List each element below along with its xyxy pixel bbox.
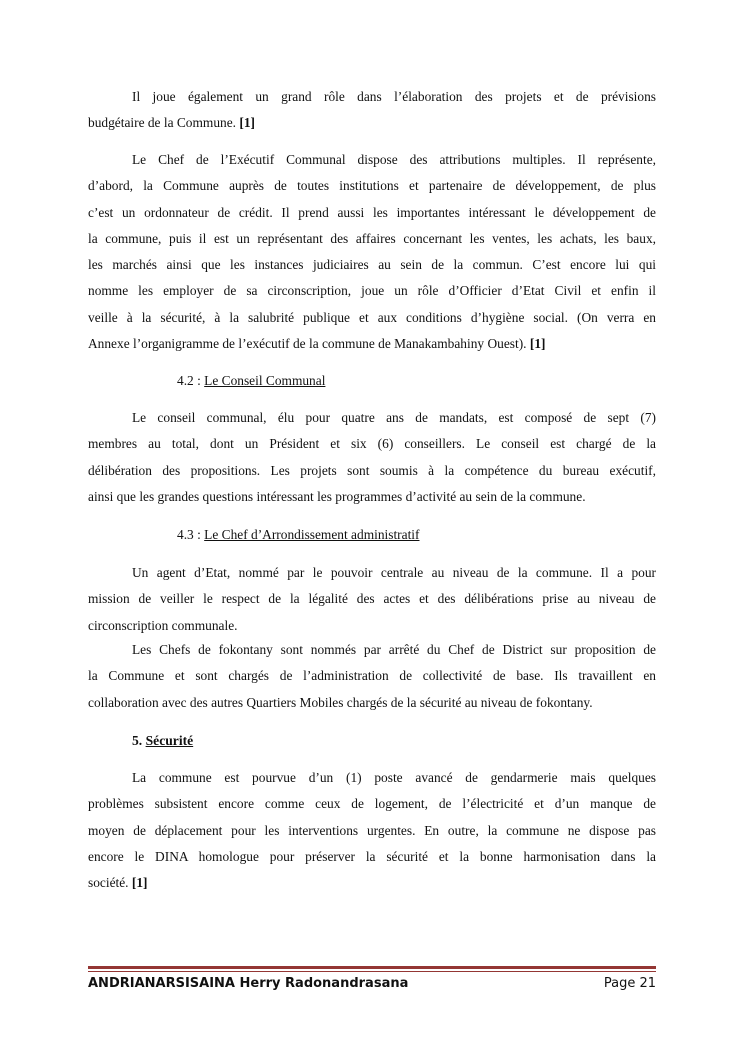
text-line: mission de veiller le respect de la légalité des actes et des délibérations prise au niveau de	[88, 591, 656, 607]
heading-number: 4.2 :	[177, 373, 201, 388]
paragraph-securite	[88, 765, 656, 896]
text-line: délibération des propositions. Les projets sont soumis à la compétence du bureau exécutif,	[88, 462, 656, 478]
text-line: veille à la sécurité, à la salubrité publique et aux conditions d’hygiène social. (On verra en	[88, 309, 656, 325]
text-line: Le Chef de l’Exécutif Communal dispose des attributions multiples. Il représente,	[132, 152, 656, 167]
citation-reference: [1]	[239, 115, 255, 131]
footer-divider	[88, 966, 656, 969]
paragraph-agent-etat	[88, 560, 656, 639]
heading-title: Le Chef d’Arrondissement administratif	[204, 527, 420, 542]
heading-number: 4.3 :	[177, 527, 201, 542]
paragraph-conseil-communal	[88, 405, 656, 510]
text-line: moyen de déplacement pour les interventions urgentes. En outre, la commune ne dispose pas	[88, 822, 656, 838]
text-line: membres au total, dont un Président et six (6) conseillers. Le conseil est chargé de la	[88, 436, 656, 452]
text-line: société.	[88, 875, 129, 891]
text-line: problèmes subsistent encore comme ceux de logement, de l’électricité et d’un manque de	[88, 796, 656, 812]
citation-reference: [1]	[131, 875, 148, 891]
text-line: d’abord, la Commune auprès de toutes institutions et partenaire de développement, de plus	[88, 178, 656, 194]
paragraph-budget	[88, 84, 656, 137]
text-line: Le conseil communal, élu pour quatre ans de mandats, est composé de sept (7)	[132, 410, 656, 425]
text-line: budgétaire de la Commune.	[88, 115, 236, 131]
text-line: la commune, puis il est un représentant des affaires concernant les ventes, les achats, les baux,	[88, 230, 656, 246]
text-line: Un agent d’Etat, nommé par le pouvoir centrale au niveau de la commune. Il a pour	[132, 565, 656, 580]
text-line: encore le DINA homologue pour préserver la sécurité et la bonne harmonisation dans la	[88, 848, 656, 864]
footer-author: ANDRIANARSISAINA Herry Radonandrasana	[88, 976, 409, 991]
footer-divider-thin	[88, 971, 656, 972]
page-number: Page 21	[603, 976, 656, 991]
text-line: La commune est pourvue d’un (1) poste avancé de gendarmerie mais quelques	[132, 770, 656, 785]
text-line: circonscription communale.	[88, 617, 238, 633]
text-line: Annexe l’organigramme de l’exécutif de la commune de Manakambahiny Ouest).	[88, 336, 527, 352]
text-line: c’est un ordonnateur de crédit. Il prend aussi les importantes intéressant le développement de	[88, 204, 656, 220]
text-line: ainsi que les grandes questions intéressant les programmes d’activité au sein de la commune.	[88, 488, 586, 504]
heading-title: Le Conseil Communal	[204, 373, 326, 388]
subsection-heading-conseil-communal	[177, 371, 325, 391]
text-line: Il joue également un grand rôle dans l’élaboration des projets et de prévisions	[132, 89, 656, 104]
text-line: la Commune et sont chargés de l’administration de collectivité de base. Ils travaillent en	[88, 668, 656, 684]
paragraph-chefs-fokontany	[88, 637, 656, 716]
subsection-heading-chef-arrondissement	[177, 525, 419, 545]
heading-number: 5.	[132, 733, 143, 748]
text-line: Les Chefs de fokontany sont nommés par arrêté du Chef de District sur proposition de	[132, 642, 656, 657]
section-heading-securite	[132, 731, 193, 751]
citation-reference: [1]	[529, 336, 546, 352]
text-line: nomme les employer de sa circonscription, joue un rôle d’Officier d’Etat Civil et enfin il	[88, 283, 656, 299]
text-line: les marchés ainsi que les instances judiciaires au sein de la commun. C’est encore lui qui	[88, 257, 656, 273]
paragraph-chef-executif	[88, 147, 656, 357]
heading-title: Sécurité	[145, 733, 194, 748]
text-line: collaboration avec des autres Quartiers Mobiles chargés de la sécurité au niveau de fokontany.	[88, 694, 593, 710]
